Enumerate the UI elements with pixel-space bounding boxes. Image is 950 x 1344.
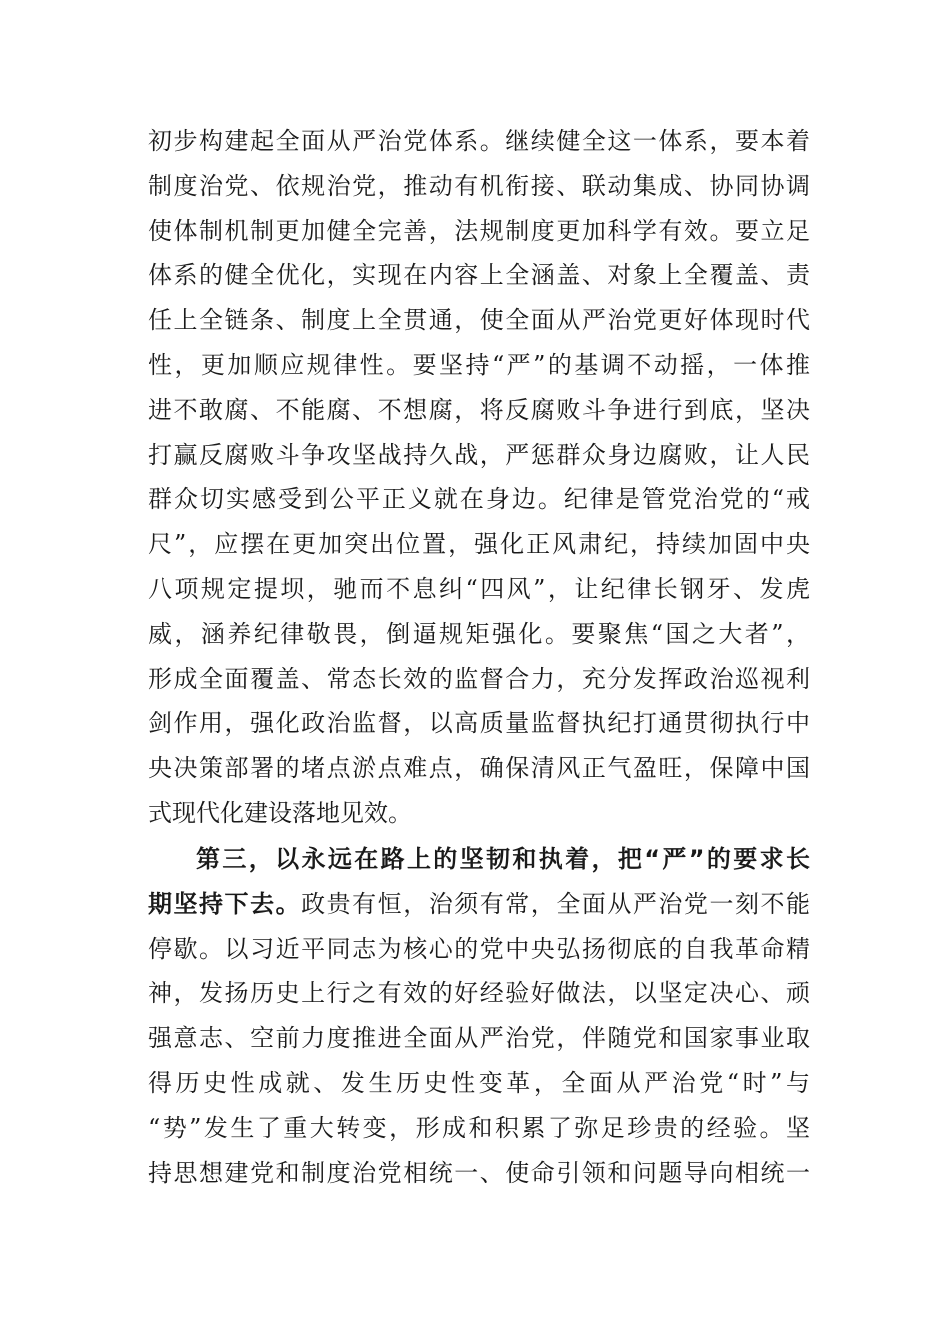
body-paragraph-1 <box>148 119 810 836</box>
text-line: 进不敢腐、不能腐、不想腐，将反腐败斗争进行到底，坚决 <box>148 395 810 424</box>
text-line: 式现代化建设落地见效。 <box>148 798 412 827</box>
text-line: 八项规定提坝，驰而不息纠“四风”，让纪律长钢牙、发虎 <box>148 574 810 603</box>
text-run: 政贵有恒，治须有常，全面从严治党一刻不能 <box>301 889 810 918</box>
text-line: 群众切实感受到公平正义就在身边。纪律是管党治党的“戒 <box>148 485 810 514</box>
text-line: 形成全面覆盖、常态长效的监督合力，充分发挥政治巡视利 <box>148 664 810 693</box>
text-line: 央决策部署的堵点淤点难点，确保清风正气盈旺，保障中国 <box>148 754 810 783</box>
text-line: 制度治党、依规治党，推动有机衔接、联动集成、协同协调 <box>148 171 810 200</box>
text-line: 任上全链条、制度上全贯通，使全面从严治党更好体现时代 <box>148 306 810 335</box>
body-paragraph-2 <box>148 837 810 1195</box>
text-line: 初步构建起全面从严治党体系。继续健全这一体系，要本着 <box>148 127 810 155</box>
text-line: 神，发扬历史上行之有效的好经验好做法，以坚定决心、顽 <box>148 979 810 1008</box>
text-line: “势”发生了重大转变，形成和积累了弥足珍贵的经验。坚 <box>148 1113 810 1142</box>
text-line: 得历史性成就、发生历史性变革，全面从严治党“时”与 <box>148 1068 810 1097</box>
text-line: 打赢反腐败斗争攻坚战持久战，严惩群众身边腐败，让人民 <box>148 440 810 469</box>
text-line: 强意志、空前力度推进全面从严治党，伴随党和国家事业取 <box>148 1024 810 1053</box>
section-heading-line: 第三，以永远在路上的坚韧和执着，把“严”的要求长 <box>196 845 810 873</box>
text-line: 性，更加顺应规律性。要坚持“严”的基调不动摇，一体推 <box>148 350 810 379</box>
text-line: 体系的健全优化，实现在内容上全涵盖、对象上全覆盖、责 <box>148 261 810 290</box>
text-line: 威，涵养纪律敬畏，倒逼规矩强化。要聚焦“国之大者”， <box>148 619 810 648</box>
text-line: 使体制机制更加健全完善，法规制度更加科学有效。要立足 <box>148 216 810 245</box>
text-line-mixed <box>148 882 810 927</box>
text-line: 尺”，应摆在更加突出位置，强化正风肃纪，持续加固中央 <box>148 530 810 559</box>
section-heading-end: 期坚持下去。 <box>148 889 302 918</box>
text-line: 停歇。以习近平同志为核心的党中央弘扬彻底的自我革命精 <box>148 934 810 963</box>
text-line: 持思想建党和制度治党相统一、使命引领和问题导向相统一 <box>148 1158 810 1187</box>
text-line: 剑作用，强化政治监督，以高质量监督执纪打通贯彻执行中 <box>148 709 810 738</box>
